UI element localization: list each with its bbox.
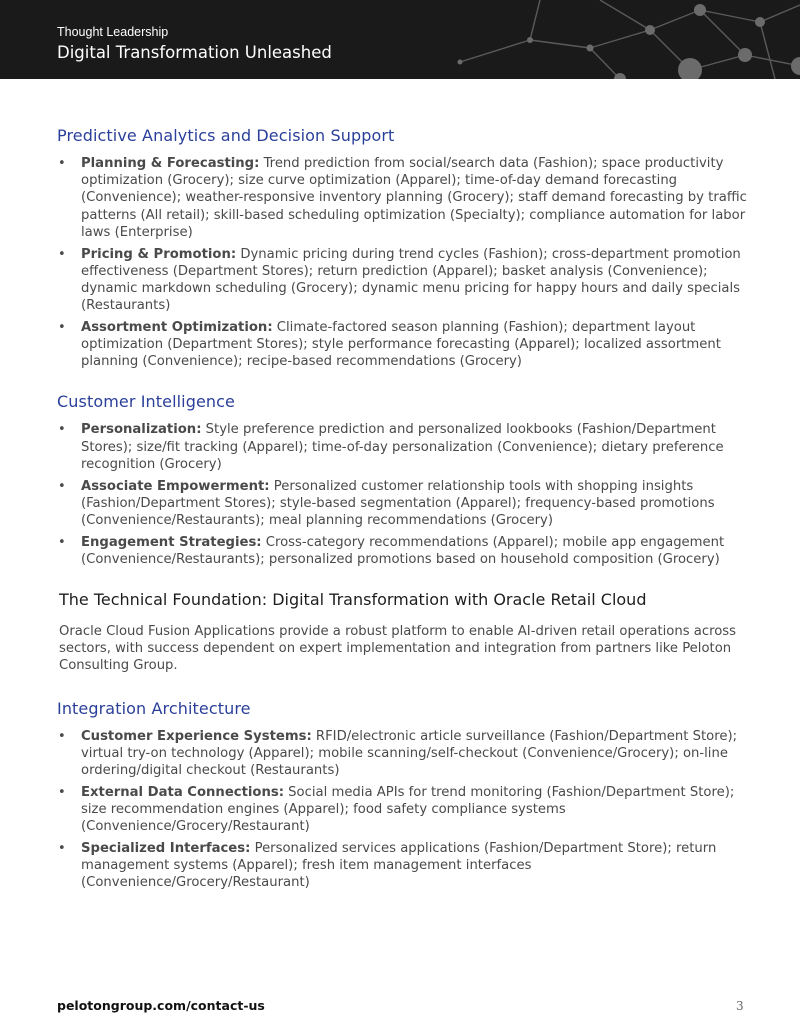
bullet-icon: • — [58, 784, 66, 800]
list-item — [57, 155, 757, 241]
item-label: Assortment Optimization: — [81, 319, 273, 335]
item-text: Social media APIs for trend monitoring (Fashion/Department Store); size recommendation engines (Apparel); food safety compliance systems (Convenience/Grocery/Restaurant) — [81, 784, 735, 835]
list-item — [57, 319, 757, 371]
network-graphic-icon — [0, 0, 800, 79]
bullet-icon: • — [58, 246, 66, 262]
section-heading: Predictive Analytics and Decision Support — [57, 126, 395, 145]
list-item — [57, 246, 757, 315]
item-label: Associate Empowerment: — [81, 478, 270, 494]
bullet-list — [57, 421, 757, 568]
bullet-icon: • — [58, 319, 66, 335]
document-title: Digital Transformation Unleashed — [57, 43, 332, 62]
item-text: Personalized services applications (Fashion/Department Store); return management systems (Apparel); fresh item management interfaces (Convenience/Grocery/Restaurant) — [81, 840, 717, 891]
header-kicker: Thought Leadership — [57, 25, 169, 39]
item-label: Personalization: — [81, 422, 202, 438]
contact-link[interactable]: pelotongroup.com/contact-us — [57, 998, 265, 1013]
item-label: Specialized Interfaces: — [81, 840, 251, 856]
item-text: Cross-category recommendations (Apparel); mobile app engagement (Convenience/Restaurants); personalized promotions based on household composition (Grocery) — [81, 534, 725, 567]
item-text: Dynamic pricing during trend cycles (Fashion); cross-department promotion effectiveness (Department Stores); return prediction (Apparel); basket analysis (Convenience); dynamic markdown scheduling (Grocery); dynamic menu pricing for happy hours and daily specials (Restaurants) — [81, 246, 741, 314]
bullet-icon: • — [58, 478, 66, 494]
item-text: Style preference prediction and personalized lookbooks (Fashion/Department Stores); size/fit tracking (Apparel); time-of-day personalization (Convenience); dietary preference recognition (Grocery) — [81, 422, 724, 472]
item-text: Personalized customer relationship tools with shopping insights (Fashion/Department Stores); style-based segmentation (Apparel); frequency-based promotions (Convenience/Restaurants); meal planning recommendations (Grocery) — [81, 478, 715, 528]
bullet-icon: • — [58, 534, 66, 550]
list-item — [57, 421, 757, 473]
list-item — [57, 478, 757, 530]
bullet-list — [57, 728, 757, 892]
bullet-list — [57, 155, 757, 370]
bullet-icon: • — [58, 728, 66, 744]
major-heading: The Technical Foundation: Digital Transformation with Oracle Retail Cloud — [59, 590, 647, 610]
item-label: External Data Connections: — [81, 784, 284, 800]
item-text: Climate-factored season planning (Fashion); department layout optimization (Department Stores); style performance forecasting (Apparel); localized assortment planning (Convenience); recipe-based recommendations (Grocery) — [81, 319, 721, 370]
section-heading: Integration Architecture — [57, 698, 251, 718]
bullet-icon: • — [58, 840, 66, 856]
item-label: Customer Experience Systems: — [81, 728, 312, 744]
bullet-icon: • — [58, 422, 66, 438]
list-item — [57, 784, 757, 836]
body-paragraph: Oracle Cloud Fusion Applications provide a robust platform to enable AI-driven retail operations across sectors, with success dependent on expert implementation and integration from partners like Peloton Consulting Group. — [59, 624, 737, 674]
list-item — [57, 534, 757, 568]
item-text: RFID/electronic article surveillance (Fashion/Department Store); virtual try-on technology (Apparel); mobile scanning/self-checkout (Convenience/Grocery); on-line ordering/digital checkout (Restaurants) — [81, 728, 738, 779]
bullet-icon: • — [58, 156, 66, 171]
section-heading: Customer Intelligence — [57, 392, 235, 412]
item-text: Trend prediction from social/search data (Fashion); space productivity optimization (Grocery); size curve optimization (Apparel); time-of-day demand forecasting (Convenience); weather-responsive inventory planning (Grocery); staff demand forecasting by traffic patterns (All retail); skill-based scheduling optimization (Specialty); compliance automation for labor laws (Enterprise) — [81, 156, 747, 240]
item-label: Engagement Strategies: — [81, 534, 262, 550]
list-item — [57, 728, 757, 780]
page-number: 3 — [736, 999, 744, 1013]
page-header — [0, 0, 800, 79]
page-content — [57, 126, 757, 896]
item-label: Planning & Forecasting: — [81, 156, 260, 171]
item-label: Pricing & Promotion: — [81, 246, 237, 262]
list-item — [57, 840, 757, 892]
